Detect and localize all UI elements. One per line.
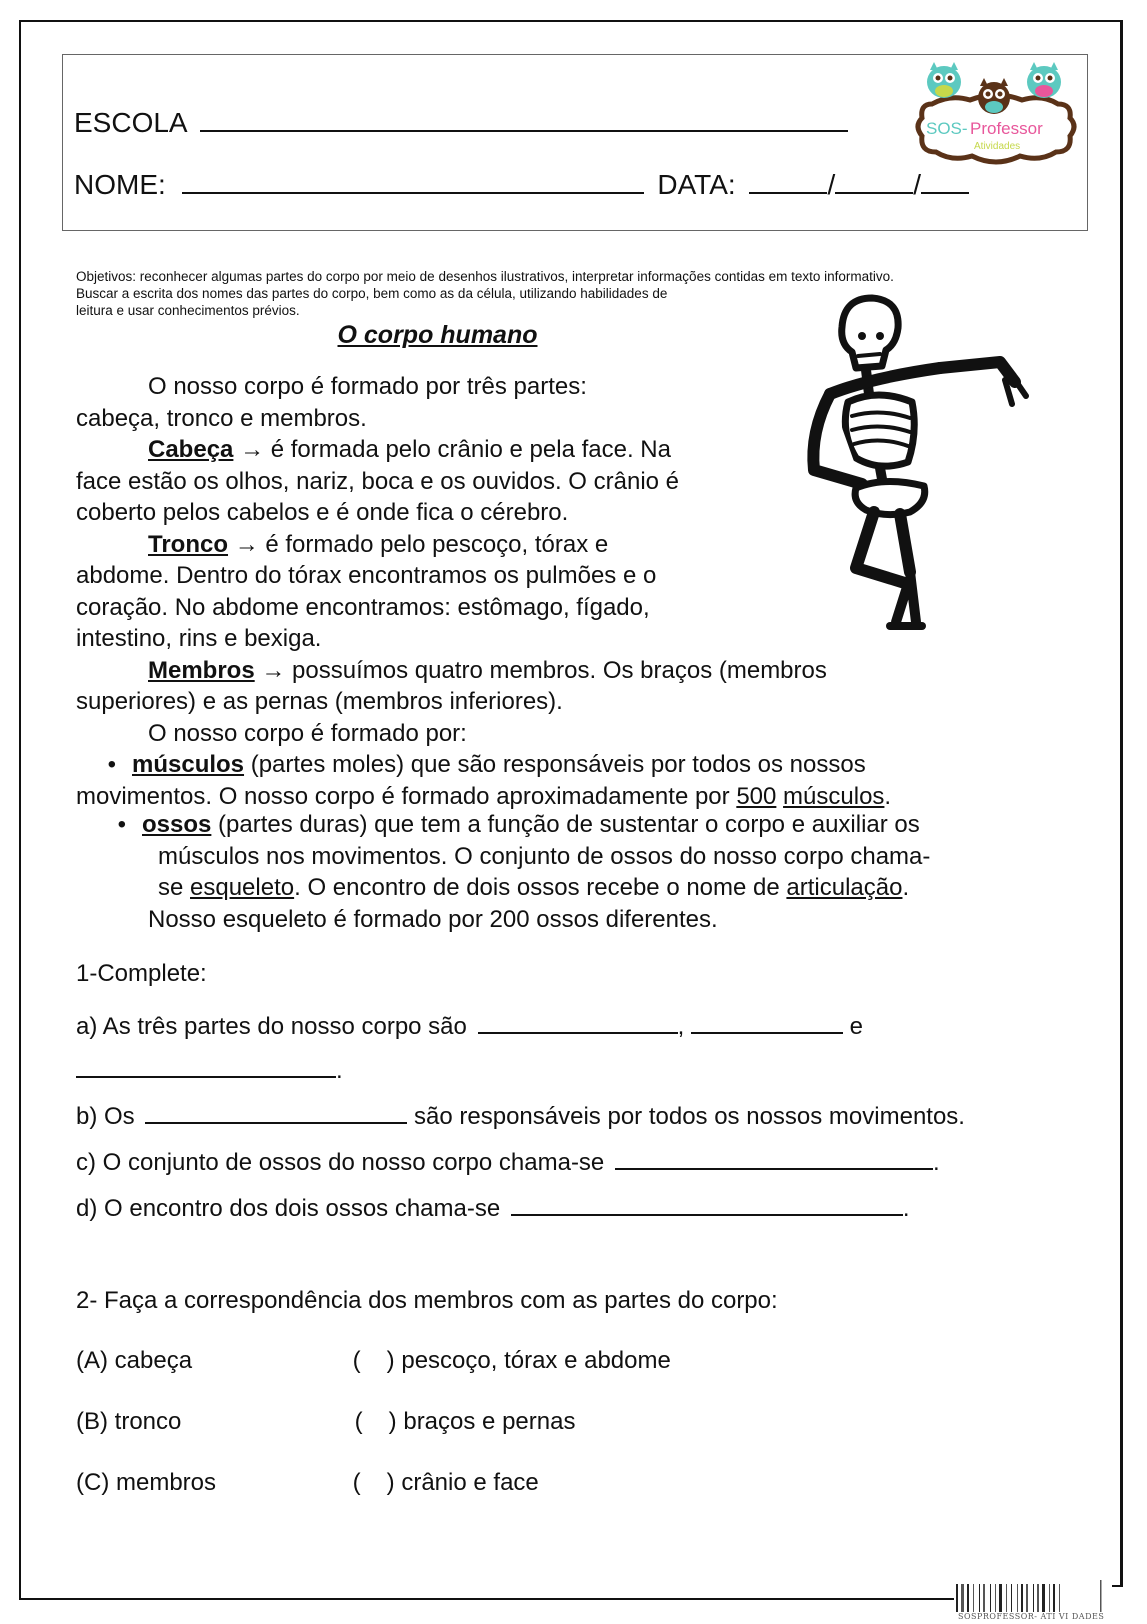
objectives-line: Objetivos: reconhecer algumas partes do corpo por meio de desenhos ilustrativos, interpretar informações contidas em texto informativo. bbox=[76, 269, 894, 284]
question-text: a) As três partes do nosso corpo são bbox=[76, 1013, 467, 1040]
keyword-tronco: Tronco bbox=[148, 530, 229, 558]
term-esqueleto: esqueleto bbox=[190, 874, 295, 901]
barcode-bar bbox=[1011, 1584, 1012, 1612]
exercise1-b bbox=[76, 1098, 965, 1131]
text-period: . bbox=[902, 874, 910, 901]
match-right-item: braços e pernas bbox=[403, 1408, 576, 1435]
text-line: se bbox=[158, 874, 191, 901]
logo-title-part2: Professor bbox=[970, 119, 1043, 138]
keyword-membros: Membros bbox=[148, 656, 255, 684]
school-label: ESCOLA bbox=[74, 107, 187, 138]
match-paren-open: ( bbox=[352, 1347, 361, 1374]
answer-c-field[interactable] bbox=[615, 1144, 933, 1170]
match-paren-close: ) bbox=[386, 1469, 395, 1496]
barcode-bar bbox=[1059, 1584, 1060, 1612]
match-row bbox=[76, 1408, 575, 1436]
name-field[interactable] bbox=[182, 168, 644, 194]
text-line: abdome. Dentro do tórax encontramos os pulmões e o bbox=[76, 562, 657, 589]
name-label: NOME: bbox=[74, 169, 166, 200]
barcode-bar bbox=[1017, 1584, 1018, 1612]
barcode-bar bbox=[1006, 1584, 1007, 1612]
text-period: . bbox=[902, 1195, 910, 1222]
match-right-item: crânio e face bbox=[401, 1469, 539, 1496]
text-line: cabeça, tronco e membros. bbox=[76, 404, 367, 432]
barcode-bar bbox=[1033, 1584, 1034, 1612]
barcode-bar bbox=[999, 1584, 1002, 1612]
barcode-bar bbox=[1053, 1584, 1055, 1612]
barcode-bar bbox=[1037, 1584, 1039, 1612]
muscle-word: músculos bbox=[783, 782, 885, 810]
exercise1-a-cont bbox=[76, 1052, 343, 1085]
keyword-ossos: ossos bbox=[142, 811, 212, 838]
barcode-bar bbox=[990, 1584, 991, 1612]
bullet-icon: • bbox=[117, 811, 126, 838]
barcode-bar bbox=[1026, 1584, 1028, 1612]
match-left-item: (A) cabeça bbox=[76, 1347, 193, 1374]
question-text: c) O conjunto de ossos do nosso corpo chama-se bbox=[76, 1149, 605, 1176]
exercise1-c bbox=[76, 1144, 940, 1177]
text-e: e bbox=[849, 1013, 863, 1040]
exercise1-heading: 1-Complete: bbox=[76, 960, 207, 987]
paragraph-intro bbox=[76, 371, 891, 812]
date-day-field[interactable] bbox=[749, 168, 827, 194]
name-date-row bbox=[74, 168, 969, 201]
barcode-bar bbox=[1049, 1584, 1050, 1612]
match-paren-close: ) bbox=[388, 1408, 397, 1435]
text-period: . bbox=[884, 782, 892, 810]
text-line: é formada pelo crânio e pela face. Na bbox=[264, 436, 671, 463]
term-articulacao: articulação bbox=[786, 874, 903, 901]
owl-right-icon bbox=[1027, 62, 1061, 98]
match-paren-open: ( bbox=[354, 1408, 363, 1435]
text-line: O nosso corpo é formado por: bbox=[148, 719, 467, 747]
page-title: O corpo humano bbox=[337, 321, 538, 349]
date-separator: / bbox=[913, 169, 921, 200]
text-line: intestino, rins e bexiga. bbox=[76, 625, 322, 652]
text-line: (partes duras) que tem a função de sustentar o corpo e auxiliar os bbox=[211, 811, 920, 838]
text-period: . bbox=[336, 1057, 343, 1084]
owl-middle-icon bbox=[978, 78, 1010, 114]
match-row bbox=[76, 1469, 539, 1497]
match-right-item: pescoço, tórax e abdome bbox=[401, 1347, 671, 1374]
question-text: são responsáveis por todos os nossos movimentos. bbox=[414, 1103, 965, 1130]
exercise1-a bbox=[76, 1008, 863, 1041]
match-left-item: (C) membros bbox=[76, 1469, 217, 1496]
barcode-bar bbox=[973, 1584, 974, 1612]
school-row bbox=[74, 106, 848, 139]
barcode-bar bbox=[983, 1584, 985, 1612]
barcode-bar bbox=[961, 1584, 964, 1612]
objectives-line: leitura e usar conhecimentos prévios. bbox=[76, 303, 300, 318]
keyword-cabeca: Cabeça bbox=[148, 436, 234, 463]
answer-a3-field[interactable] bbox=[76, 1052, 336, 1078]
match-paren-open: ( bbox=[352, 1469, 361, 1496]
bullet-icon: • bbox=[107, 751, 116, 778]
answer-b-field[interactable] bbox=[145, 1098, 407, 1124]
exercise1-d bbox=[76, 1190, 910, 1223]
text-line: músculos nos movimentos. O conjunto de ossos do nosso corpo chama- bbox=[158, 842, 931, 870]
text-line: possuímos quatro membros. Os braços (membros bbox=[285, 656, 827, 684]
exercise2-heading: 2- Faça a correspondência dos membros com as partes do corpo: bbox=[76, 1287, 778, 1314]
text-period: . bbox=[932, 1149, 940, 1176]
text-comma: , bbox=[677, 1013, 685, 1040]
date-separator: / bbox=[827, 169, 836, 200]
barcode-caption: SOSPROFESSOR- ATI VI DADES bbox=[958, 1612, 1105, 1621]
barcode-bar bbox=[956, 1584, 958, 1612]
barcode-bar bbox=[979, 1584, 980, 1612]
match-row bbox=[76, 1347, 671, 1375]
date-month-field[interactable] bbox=[835, 168, 913, 194]
text-line: coberto pelos cabelos e é onde fica o cérebro. bbox=[76, 499, 569, 526]
date-label: DATA: bbox=[657, 169, 736, 200]
barcode-icon bbox=[954, 1580, 1104, 1614]
answer-a2-field[interactable] bbox=[691, 1008, 843, 1034]
logo-title-part1: SOS- bbox=[926, 119, 968, 138]
text-line: coração. No abdome encontramos: estômago, fígado, bbox=[76, 593, 650, 621]
page-border-corner bbox=[1112, 1585, 1123, 1587]
school-field[interactable] bbox=[200, 106, 848, 132]
text-line: movimentos. O nosso corpo é formado aproximadamente por bbox=[76, 782, 737, 810]
arrow-icon: → bbox=[261, 656, 286, 684]
arrow-icon: → bbox=[240, 436, 265, 463]
logo-subtitle: Atividades bbox=[974, 141, 1021, 152]
owl-left-icon bbox=[927, 62, 961, 98]
barcode-bar bbox=[1100, 1580, 1102, 1612]
text-line: é formado pelo pescoço, tórax e bbox=[258, 530, 609, 558]
text-line: (partes moles) que são responsáveis por todos os nossos bbox=[244, 751, 866, 778]
match-left-item: (B) tronco bbox=[76, 1408, 182, 1435]
answer-a1-field[interactable] bbox=[478, 1008, 678, 1034]
barcode-bar bbox=[1021, 1584, 1023, 1612]
paragraph-ossos bbox=[76, 809, 930, 935]
muscle-count: 500 bbox=[736, 782, 777, 810]
date-year-field[interactable] bbox=[921, 168, 969, 194]
text-line: superiores) e as pernas (membros inferiores). bbox=[76, 688, 563, 715]
keyword-musculos: músculos bbox=[132, 751, 245, 778]
barcode-bar bbox=[995, 1584, 996, 1612]
objectives-line: Buscar a escrita dos nomes das partes do corpo, bem como as da célula, utilizando habilidades de bbox=[76, 286, 668, 301]
question-text: d) O encontro dos dois ossos chama-se bbox=[76, 1195, 501, 1222]
text-line: face estão os olhos, nariz, boca e os ouvidos. O crânio é bbox=[76, 467, 680, 495]
barcode-bar bbox=[967, 1584, 969, 1612]
sos-professor-logo bbox=[912, 60, 1080, 170]
barcode-bar bbox=[1042, 1584, 1045, 1612]
answer-d-field[interactable] bbox=[511, 1190, 903, 1216]
question-text: b) Os bbox=[76, 1103, 135, 1130]
text-line: . O encontro de dois ossos recebe o nome de bbox=[294, 874, 787, 901]
arrow-icon: → bbox=[234, 530, 259, 558]
text-line: O nosso corpo é formado por três partes: bbox=[148, 373, 587, 400]
match-paren-close: ) bbox=[386, 1347, 395, 1374]
page-border-right bbox=[1120, 20, 1123, 1587]
text-line: Nosso esqueleto é formado por 200 ossos diferentes. bbox=[148, 905, 718, 933]
page-border-bottom bbox=[19, 1598, 954, 1600]
